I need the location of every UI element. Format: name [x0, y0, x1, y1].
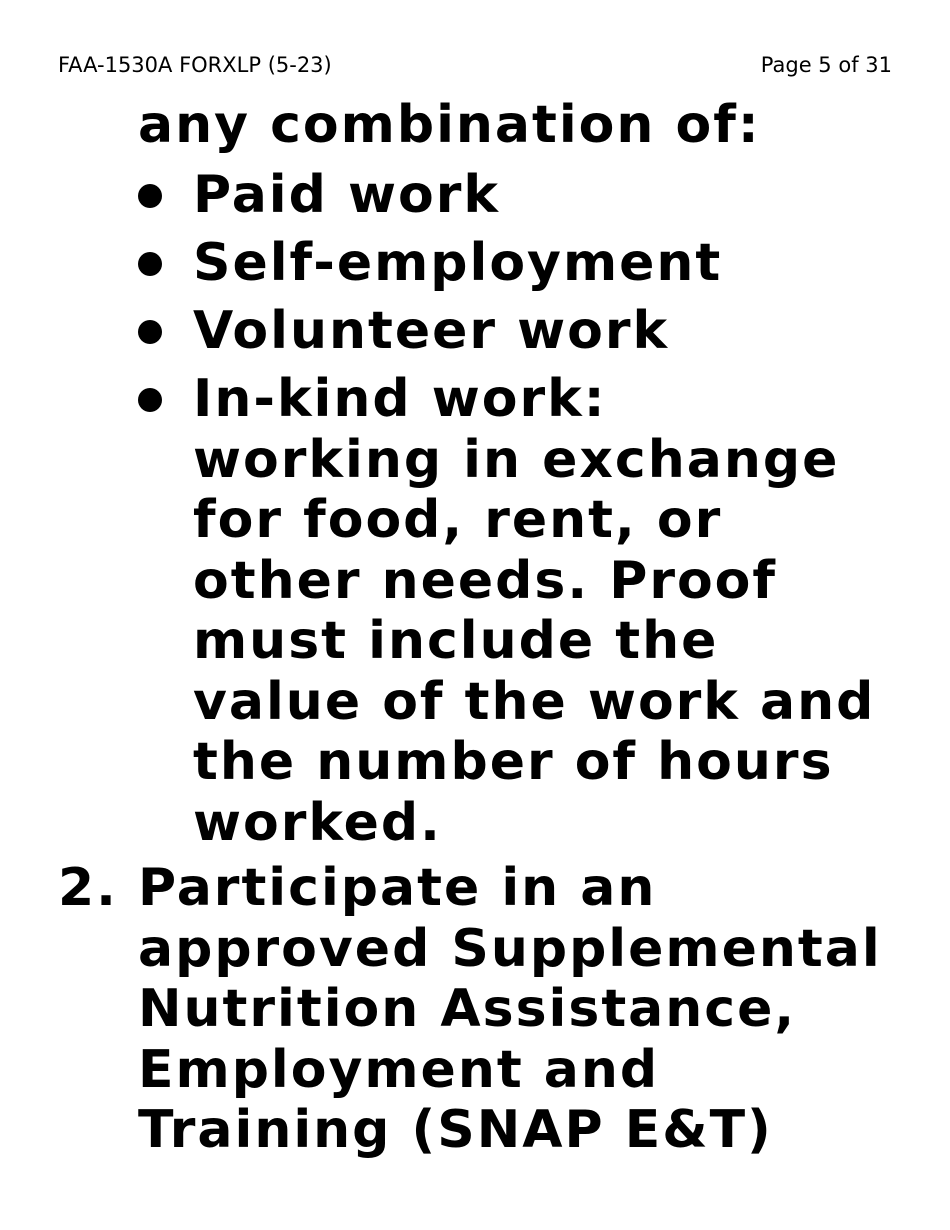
- numbered-item-line: Employment and: [138, 1039, 660, 1100]
- numbered-item-line: Participate in an: [138, 858, 657, 918]
- numbered-item-text: [138, 858, 882, 1161]
- bullet-text-line: for food, rent, or: [193, 490, 723, 550]
- bullet-text-line: working in exchange: [193, 429, 840, 490]
- item-number: 2.: [58, 858, 118, 918]
- bullet-text-line: worked.: [193, 792, 442, 853]
- numbered-item-line: Training (SNAP E&T): [138, 1100, 773, 1160]
- page-number: Page 5 of 31: [760, 53, 892, 77]
- numbered-item-line: approved Supplemental: [138, 918, 882, 979]
- bullet-text: Paid work: [193, 165, 500, 225]
- bullet-item: [138, 369, 928, 853]
- bullet-text: Self-employment: [193, 233, 723, 293]
- bullet-text-line: value of the work and: [193, 671, 876, 732]
- bullet-icon: [138, 184, 162, 208]
- bullet-list: [138, 165, 928, 861]
- bullet-text: Volunteer work: [193, 301, 670, 361]
- bullet-text-line: must include the: [193, 611, 719, 671]
- bullet-icon: [138, 388, 162, 412]
- bullet-icon: [138, 320, 162, 344]
- bullet-text-line: the number of hours: [193, 732, 834, 792]
- lead-text: any combination of:: [138, 95, 761, 155]
- form-id: FAA-1530A FORXLP (5-23): [58, 53, 332, 77]
- bullet-item: [138, 301, 928, 362]
- numbered-item-line: Nutrition Assistance,: [138, 979, 797, 1039]
- bullet-text-line: In-kind work:: [193, 369, 607, 429]
- bullet-text-line: other needs. Proof: [193, 550, 778, 611]
- bullet-icon: [138, 252, 162, 276]
- bullet-item: [138, 165, 928, 226]
- bullet-item: [138, 233, 928, 294]
